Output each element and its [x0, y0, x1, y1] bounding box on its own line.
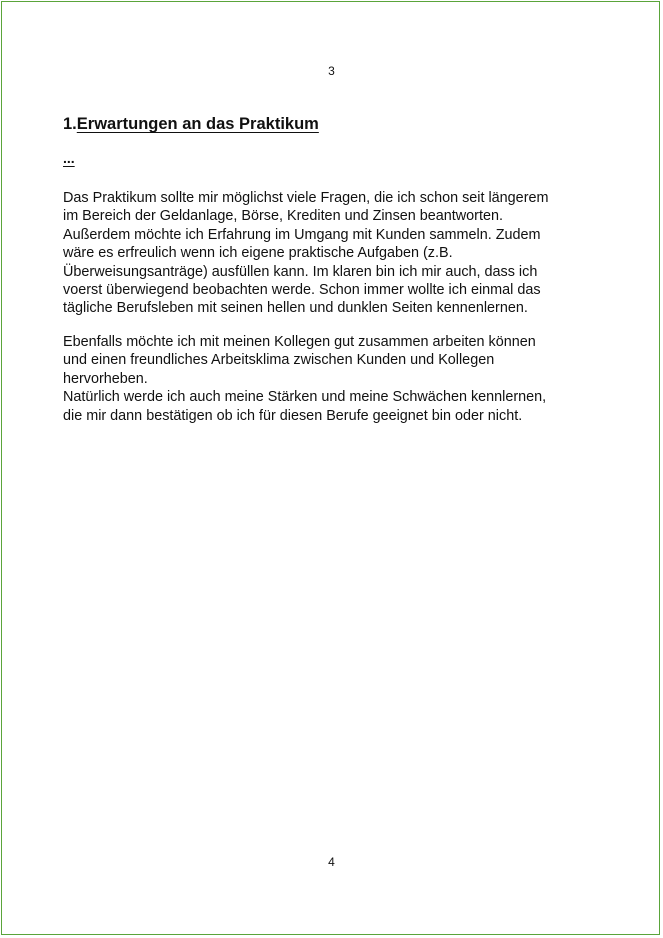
paragraph-line: Überweisungsanträge) ausfüllen kann. Im klaren bin ich mir auch, dass ich — [63, 263, 538, 280]
page-number-top: 3 — [328, 64, 335, 78]
paragraph-expectations — [63, 189, 603, 318]
page-frame — [1, 1, 660, 935]
paragraph-line: wäre es erfreulich wenn ich eigene praktische Aufgaben (z.B. — [63, 245, 453, 262]
paragraph-line: im Bereich der Geldanlage, Börse, Krediten und Zinsen beantworten. — [63, 208, 503, 225]
paragraph-line: und einen freundliches Arbeitsklima zwischen Kunden und Kollegen — [63, 352, 495, 369]
heading-title: Erwartungen an das Praktikum — [76, 115, 319, 133]
paragraph-line: die mir dann bestätigen ob ich für diesen Berufe geeignet bin oder nicht. — [63, 407, 523, 424]
heading-number: 1. — [63, 115, 77, 133]
paragraph-line: Das Praktikum sollte mir möglichst viele Fragen, die ich schon seit längerem — [63, 190, 549, 206]
paragraph-line: Außerdem möchte ich Erfahrung im Umgang mit Kunden sammeln. Zudem — [63, 226, 541, 243]
paragraph-line: tägliche Berufsleben mit seinen hellen und dunklen Seiten kennenlernen. — [63, 300, 528, 317]
paragraph-line: Ebenfalls möchte ich mit meinen Kollegen gut zusammen arbeiten können — [63, 334, 536, 350]
page-number-bottom: 4 — [328, 855, 335, 869]
paragraph-colleagues — [63, 333, 603, 425]
paragraph-line: voerst überwiegend beobachten werde. Schon immer wollte ich einmal das — [63, 282, 541, 299]
ellipsis-placeholder: ... — [63, 150, 75, 166]
paragraph-line: Natürlich werde ich auch meine Stärken und meine Schwächen kennlernen, — [63, 389, 547, 406]
section-heading — [63, 115, 319, 134]
paragraph-line: hervorheben. — [63, 370, 148, 387]
